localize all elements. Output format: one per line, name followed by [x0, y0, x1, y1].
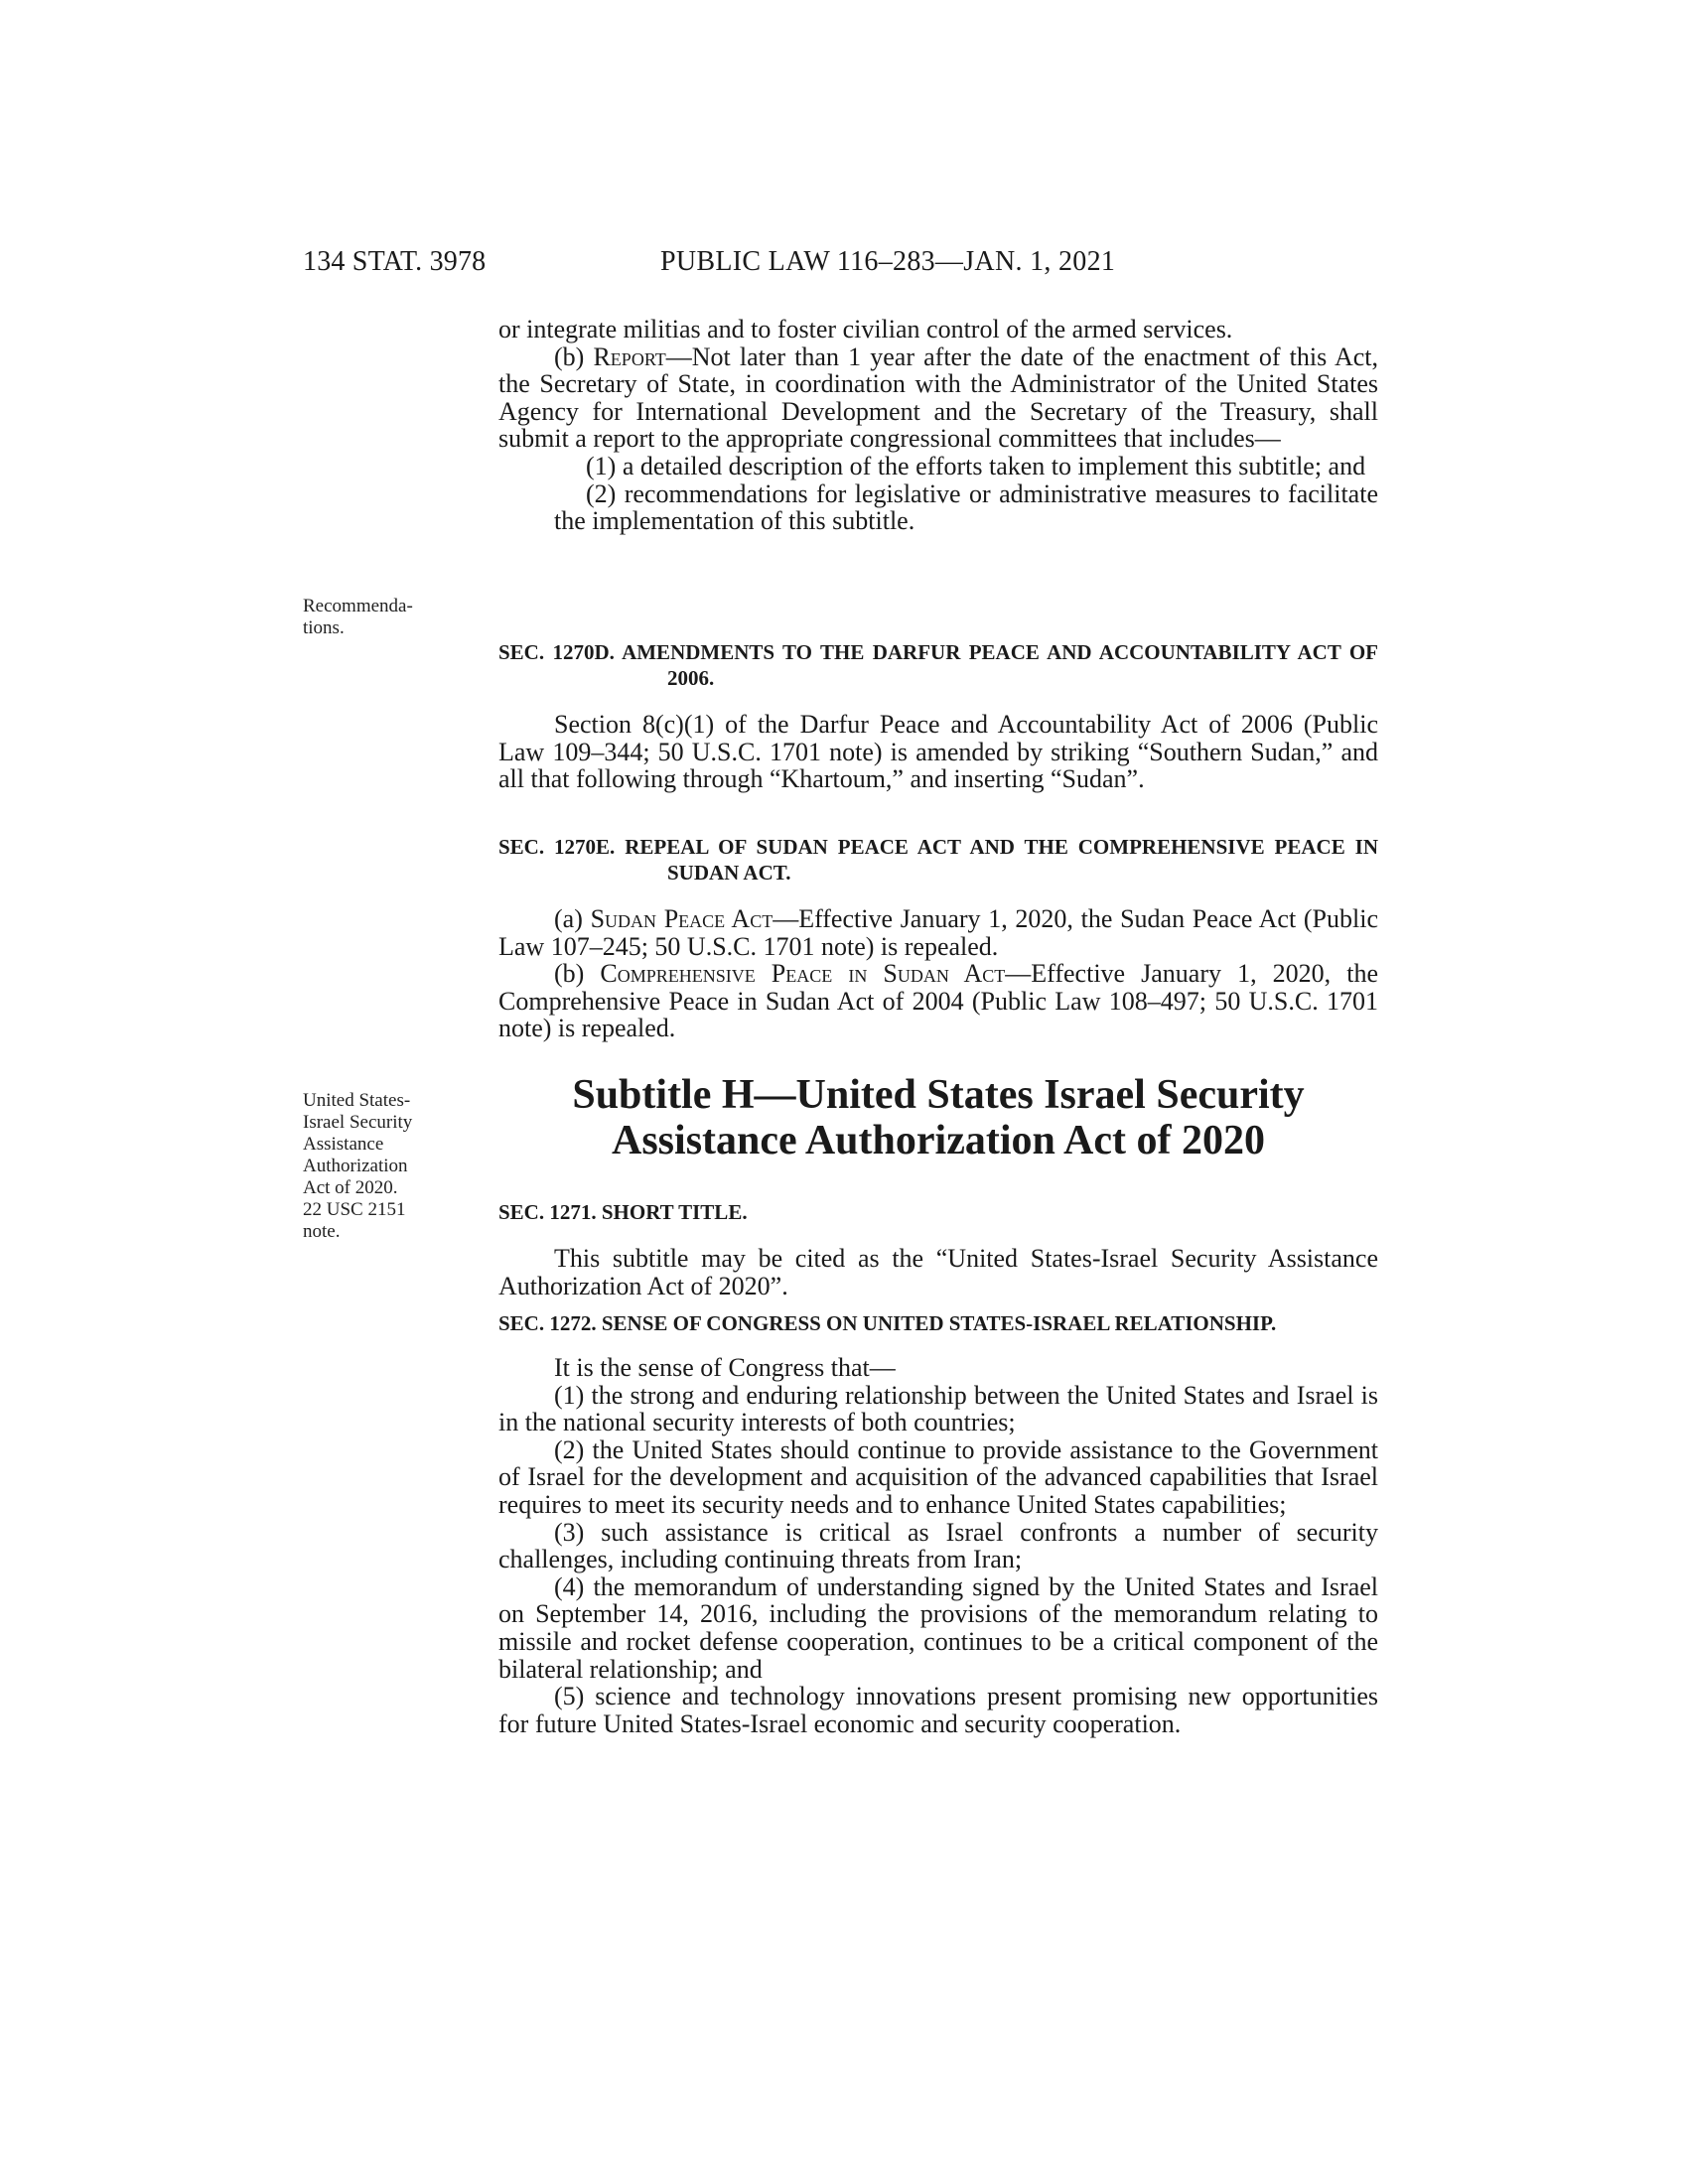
margin-note-act-citation	[303, 1090, 412, 1243]
section-text: This subtitle may be cited as the “United States-Israel Security Assistance Authorization Act of 2020”.	[498, 1244, 1378, 1300]
section-intro: It is the sense of Congress that—	[554, 1353, 896, 1382]
subsection-a-text: —Effective January 1, 2020, the Sudan Peace Act (Public Law 107–245; 50 U.S.C. 1701 note) is repealed.	[498, 904, 1378, 961]
report-item-1: (1) a detailed description of the efforts taken to implement this subtitle; and	[586, 451, 1366, 480]
section-heading: SEC. 1272. SENSE OF CONGRESS ON UNITED STATES-ISRAEL RELATIONSHIP.	[498, 1311, 1277, 1335]
section-text: Section 8(c)(1) of the Darfur Peace and Accountability Act of 2006 (Public Law 109–344; 50 U.S.C. 1701 note) is amended by striking “Southern Sudan,” and all that following through “Khartoum,” and inserting “Sudan”.	[498, 710, 1378, 794]
report-label: Report	[593, 341, 666, 371]
section-1271	[498, 1199, 1378, 1299]
section-1270d	[498, 639, 1378, 793]
report-item-2: (2) recommendations for legislative or administrative measures to facilitate the implementation of this subtitle.	[554, 478, 1378, 536]
list-item: (2) the United States should continue to provide assistance to the Government of Israel for the development and acquisition of the advanced capabilities that Israel requires to meet its security needs and to enhance United States capabilities;	[498, 1434, 1378, 1519]
list-item: (4) the memorandum of understanding signed by the United States and Israel on September 14, 2016, including the provisions of the memorandum relating to missile and rocket defense cooperation, continues to be a critical component of the bilateral relationship; and	[498, 1571, 1378, 1684]
page-header	[303, 246, 1365, 282]
report-paragraph: (b) Report—Not later than 1 year after the date of the enactment of this Act, the Secretary of State, in coordination with the Administrator of the United States Agency for International Development and the Secretary of the Treasury, shall submit a report to the appropriate congressional committees that includes—	[498, 341, 1378, 454]
subtitle-line-1: Subtitle H—United States Israel Security	[572, 1072, 1305, 1118]
law-title: PUBLIC LAW 116–283—JAN. 1, 2021	[660, 246, 1116, 277]
subsection-a: (a) Sudan Peace Act—Effective January 1, 2020, the Sudan Peace Act (Public Law 107–245; 50 U.S.C. 1701 note) is repealed.	[498, 904, 1378, 961]
list-item: (5) science and technology innovations present promising new opportunities for future United States-Israel economic and security cooperation.	[498, 1682, 1378, 1738]
subsection-b: (b) Comprehensive Peace in Sudan Act—Effective January 1, 2020, the Comprehensive Peace in Sudan Act of 2004 (Public Law 108–497; 50 U.S.C. 1701 note) is repealed.	[498, 959, 1378, 1043]
subsection-a-label: Sudan Peace Act	[590, 904, 774, 933]
continuation-paragraph: or integrate militias and to foster civilian control of the armed services.	[498, 315, 1233, 343]
margin-note-recommendations	[303, 596, 413, 639]
section-1270e	[498, 834, 1378, 1042]
stat-reference: 134 STAT. 3978	[303, 246, 487, 277]
report-block	[498, 316, 1378, 535]
subtitle-h-heading	[498, 1072, 1378, 1163]
margin-note-text: Recommenda- tions.	[303, 596, 413, 638]
subsection-b-text: —Effective January 1, 2020, the Comprehensive Peace in Sudan Act of 2004 (Public Law 108–497; 50 U.S.C. 1701 note) is repealed.	[498, 959, 1378, 1043]
section-heading: SEC. 1271. SHORT TITLE.	[498, 1200, 748, 1224]
list-item: (1) the strong and enduring relationship between the United States and Israel is in the national security interests of both countries;	[498, 1380, 1378, 1437]
margin-note-text: United States- Israel Security Assistance Authorization Act of 2020. 22 USC 2151 note.	[303, 1090, 413, 1242]
section-heading: SEC. 1270D. AMENDMENTS TO THE DARFUR PEACE AND ACCOUNTABILITY ACT OF 2006.	[498, 640, 1378, 690]
section-heading: SEC. 1270E. REPEAL OF SUDAN PEACE ACT AND THE COMPREHENSIVE PEACE IN SUDAN ACT.	[498, 835, 1378, 885]
section-1272	[498, 1310, 1378, 1737]
subsection-b-label: Comprehensive Peace in Sudan Act	[600, 959, 1006, 989]
list-item: (3) such assistance is critical as Israel confronts a number of security challenges, including continuing threats from Iran;	[498, 1517, 1378, 1574]
report-text: —Not later than 1 year after the date of the enactment of this Act, the Secretary of State, in coordination with the Administrator of the United States Agency for International Development and the Secretary of the Treasury, shall submit a report to the appropriate congressional committees that includes—	[498, 341, 1378, 454]
subtitle-line-2: Assistance Authorization Act of 2020	[612, 1118, 1265, 1163]
